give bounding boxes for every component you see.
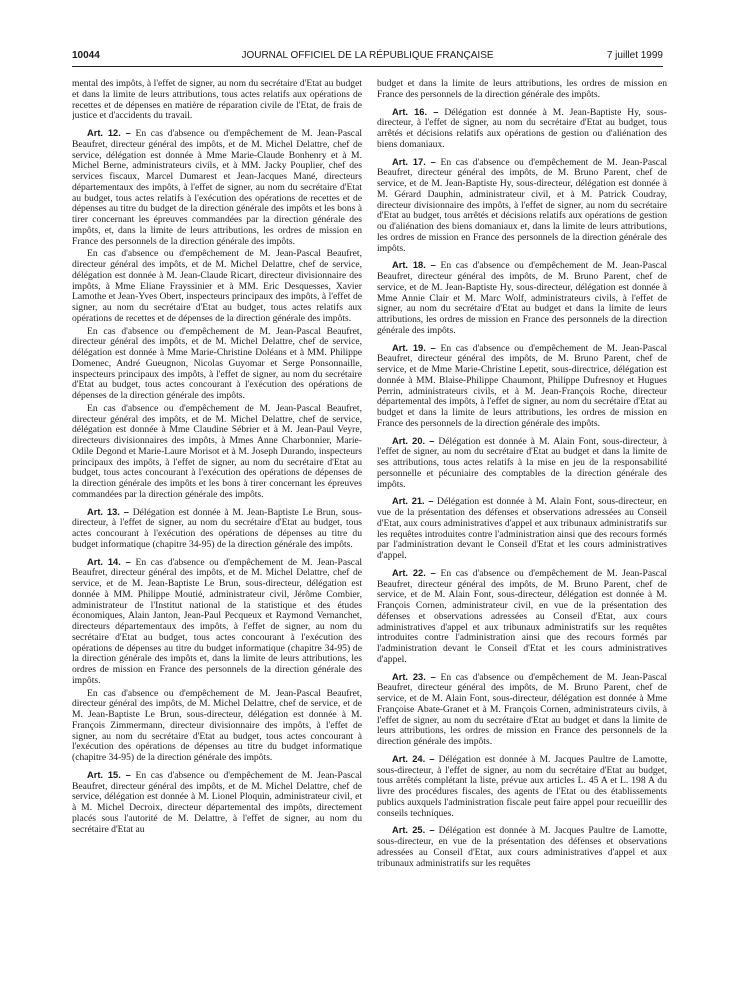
article-label: Art. 24. – (392, 753, 435, 764)
paragraph-text: En cas d'absence ou d'empêchement de M. Jean-Pascal Beaufret, directeur général des impôts, de M. Bruno Parent, chef de service, et de M. Alain Font, sous-directeur, délégation est donnée à Mme Françoise Abate-Granet et à M. François Cornen, administrateurs civils, à l'effet de signer, au nom du secrétaire d'Etat au budget et dans la limite de leurs attributions, les ordres de mission en France des personnels de la direction générale des impôts. (377, 671, 667, 747)
article-label: Art. 20. – (392, 435, 435, 446)
article-paragraph (377, 107, 667, 151)
article-paragraph (377, 672, 667, 748)
paragraph-text: En cas d'absence ou d'empêchement de M. Jean-Pascal Beaufret, directeur général des impôts, et de M. Michel Delattre, chef de service, délégation est donnée à M. Jean-Claude Ricart, directeur divisionnaire des impôts, à Mme Eliane Frayssinier et à MM. Eric Desquesses, Xavier Lamothe et Jean-Yves Obert, inspecteurs principaux des impôts, à l'effet de signer, au nom du secrétaire d'Etat au budget, tous actes relatifs aux opérations de recettes et de dépenses de la direction générale des impôts. (72, 248, 362, 324)
article-label: Art. 13. – (87, 506, 129, 517)
article-label: Art. 23. – (392, 671, 436, 682)
paragraph-text: En cas d'absence ou d'empêchement de M. Jean-Pascal Beaufret, directeur général des impôts, de M. Bruno Parent, chef de service, et de M. Jean-Baptiste Hy, sous-directeur, délégation est donnée à Mme Annie Clair et M. Marc Wolf, administrateurs civils, à l'effet de signer, au nom du secrétaire d'Etat au budget et dans la limite de leurs attributions, les ordres de mission en France des personnels de la direction générale des impôts. (377, 260, 667, 336)
paragraph-text: En cas d'absence ou d'empêchement de M. Jean-Pascal Beaufret, directeur général des impôts, de M. Michel Delattre, chef de service, et de M. Jean-Baptiste Le Brun, sous-directeur, délégation est donnée à M. François Zimmermann, directeur divisionnaire des impôts, à l'effet de signer, au nom du secrétaire d'Etat au budget, tous actes concourant à l'exécution des opérations de dépenses au titre du budget informatique (chapitre 34-95) de la direction générale des impôts. (72, 687, 362, 763)
paragraph-text: En cas d'absence ou d'empêchement de M. Jean-Pascal Beaufret, directeur général des impôts, de M. Bruno Parent, chef de service, et de Mme Marie-Christine Lepetit, sous-directrice, délégation est donnée à MM. Blaise-Philippe Chaumont, Philippe Dufresnoy et Hugues Perrin, administrateurs civils, et à M. Jean-François Roche, directeur départemental des impôts, à l'effet de signer, au nom du secrétaire d'Etat au budget et dans la limite de leurs attributions, les ordres de mission en France des personnels de la direction générale des impôts. (377, 342, 667, 429)
paragraph-text: En cas d'absence ou d'empêchement de M. Jean-Pascal Beaufret, directeur général des impôts, de M. Bruno Parent, chef de service, et de M. Alain Font, sous-directeur, délégation est donnée à M. François Cornen, administrateur civil, en vue de la présentation des défenses et observations adressées au Conseil d'Etat, aux cours administratives d'appel et aux tribunaux administratifs sur les requêtes introduites contre l'administration ainsi que des recours formés par l'administration devant le Conseil d'Etat et les cours administratives d'appel. (377, 567, 667, 665)
article-paragraph (377, 825, 667, 869)
paragraph-text: Délégation est donnée à M. Alain Font, sous-directeur, à l'effet de signer, au nom du secrétaire d'Etat au budget et dans la limite de ses attributions, tous actes relatifs à la mise en jeu de la responsabilité personnelle et pécuniaire des comptables de la direction générale des impôts. (377, 435, 667, 490)
article-label: Art. 19. – (392, 342, 436, 353)
article-label: Art. 25. – (392, 825, 435, 836)
article-label: Art. 22. – (392, 567, 436, 578)
paragraph (72, 79, 362, 122)
paragraph-text: Délégation est donnée à M. Jacques Paultre de Lamotte, sous-directeur, en vue de la présentation des défenses et observations adressées au Conseil d'Etat, aux cours administratives d'appel et aux tribunaux administratifs sur les requêtes (377, 825, 667, 869)
paragraph-text: budget et dans la limite de leurs attributions, les ordres de mission en France des personnels de la direction générale des impôts. (377, 79, 667, 100)
article-paragraph (72, 128, 362, 247)
left-column (72, 79, 362, 974)
article-paragraph (72, 557, 362, 687)
paragraph (377, 79, 667, 101)
article-label: Art. 12. – (87, 128, 131, 138)
paragraph-text: Délégation est donnée à M. Jean-Baptiste Hy, sous-directeur, à l'effet de signer, au nom du secrétaire d'Etat au budget, tous arrêtés et décisions relatifs aux opérations de gestion ou d'aliénation des biens domaniaux. (377, 106, 667, 150)
paragraph (72, 404, 362, 501)
paragraph-text: En cas d'absence ou d'empêchement de M. Jean-Pascal Beaufret, directeur général des impôts, et de M. Michel Delattre, chef de service, délégation est donnée à M. Lionel Ploquin, administrateur civil, et à M. Michel Decroix, directeur départemental des impôts, directement placés sous l'autorité de M. Delattre, à l'effet de signer, au nom du secrétaire d'Etat au (72, 769, 362, 835)
paragraph-text: En cas d'absence ou d'empêchement de M. Jean-Pascal Beaufret, directeur général des impôts, et de M. Michel Delattre, chef de service, délégation est donnée à Mme Marie-Claude Bonhenry et à M. Michel Berne, administrateurs civils, et à MM. Jacky Pouplier, chef des services fiscaux, Marcel Dumarest et Jean-Jacques Mané, directeurs départementaux des impôts, à l'effet de signer, au nom du secrétaire d'Etat au budget, tous actes relatifs à l'exécution des opérations de recettes et de dépenses au titre du budget de la direction générale des impôts et les bons à tirer concernant les épreuves commandées par la direction générale des impôts, et, dans la limite de leurs attributions, les ordres de mission en France des personnels de la direction générale des impôts. (72, 128, 362, 247)
article-paragraph (72, 770, 362, 836)
article-label: Art. 14. – (87, 556, 131, 567)
article-paragraph (377, 496, 667, 562)
article-label: Art. 18. – (392, 260, 436, 271)
article-paragraph (377, 568, 667, 666)
paragraph (72, 689, 362, 764)
article-paragraph (72, 507, 362, 551)
article-paragraph (377, 754, 667, 820)
page-header (72, 50, 663, 66)
article-paragraph (377, 157, 667, 255)
article-paragraph (377, 436, 667, 491)
article-label: Art. 17. – (392, 156, 436, 167)
paragraph (72, 327, 362, 402)
article-label: Art. 21. – (392, 496, 434, 507)
article-label: Art. 15. – (87, 769, 131, 780)
article-paragraph (377, 260, 667, 336)
paragraph-text: Délégation est donnée à M. Jacques Paultre de Lamotte, sous-directeur, à l'effet de signer, au nom du secrétaire d'Etat au budget, tous arrêtés complétant la liste, prévue aux articles L. 45 A et L. 198 A du livre des procédures fiscales, des agents de l'Etat ou des établissements publics auxquels l'administration fiscale peut faire appel pour recueillir des conseils techniques. (377, 753, 667, 819)
publication-date: 7 juillet 1999 (606, 50, 663, 61)
article-paragraph (377, 343, 667, 430)
right-column (377, 79, 667, 974)
paragraph-text: mental des impôts, à l'effet de signer, au nom du secrétaire d'Etat au budget et dans la limite de leurs attributions, tous actes relatifs aux opérations de recettes et de dépenses en matière de réparation civile de l'Etat, de frais de justice et d'accidents du travail. (72, 79, 362, 122)
paragraph-text: En cas d'absence ou d'empêchement de M. Jean-Pascal Beaufret, directeur général des impôts, et de M. Michel Delattre, chef de service, délégation est donnée à Mme Marie-Christine Doléans et à MM. Philippe Domenec, André Gueugnon, Nicolas Guyomar et Serge Ponsonnaille, inspecteurs principaux des impôts, à l'effet de signer, au nom du secrétaire d'Etat au budget, tous actes concourant à l'exécution des opérations de dépenses de la direction générale des impôts. (72, 325, 362, 401)
paragraph-text: En cas d'absence ou d'empêchement de M. Jean-Pascal Beaufret, directeur général des impôts, et de M. Michel Delattre, chef de service, délégation est donnée à Mme Claudine Sébrier et à M. Jean-Paul Veyre, directeurs divisionnaires des impôts, à Mmes Anne Charbonnier, Marie-Odile Degond et Marie-Laure Morisot et à M. Joseph Durando, inspecteurs principaux des impôts, à l'effet de signer, au nom du secrétaire d'Etat au budget, tous actes concourant à l'exécution des opérations de dépenses de la direction générale des impôts et les bons à tirer concernant les épreuves commandées par la direction générale des impôts. (72, 402, 362, 500)
page-number: 10044 (72, 50, 100, 61)
paragraph-text: Délégation est donnée à M. Jean-Baptiste Le Brun, sous-directeur, à l'effet de signer, au nom du secrétaire d'Etat au budget, tous actes concourant à l'exécution des opérations de dépenses au titre du budget informatique (chapitre 34-95) de la direction générale des impôts. (72, 506, 362, 550)
paragraph-text: En cas d'absence ou d'empêchement de M. Jean-Pascal Beaufret, directeur général des impôts, de M. Bruno Parent, chef de service, et de M. Jean-Baptiste Hy, sous-directeur, délégation est donnée à M. Gérard Dauphin, administrateur civil, et à M. Patrick Coudray, directeur divisionnaire des impôts, à l'effet de signer, au nom du secrétaire d'Etat au budget, tous arrêtés et décisions relatifs aux opérations de gestion ou d'aliénation des biens domaniaux et, dans la limite de leurs attributions, les ordres de mission en France des personnels de la direction générale des impôts. (377, 156, 667, 254)
header-rule (72, 66, 663, 67)
paragraph-text: Délégation est donnée à M. Alain Font, sous-directeur, en vue de la présentation des défenses et observations adressées au Conseil d'Etat, aux cours administratives d'appel et aux tribunaux administratifs sur les requêtes introduites contre l'administration ainsi que des recours formés par l'administration devant le Conseil d'Etat et les cours administratives d'appel. (377, 496, 667, 561)
paragraph (72, 249, 362, 324)
paragraph-text: En cas d'absence ou d'empêchement de M. Jean-Pascal Beaufret, directeur général des impôts, et de M. Michel Delattre, chef de service, et de M. Jean-Baptiste Le Brun, sous-directeur, délégation est donnée à MM. Philippe Moutié, administrateur civil, Jérôme Combier, administrateur de l'Institut national de la statistique et des études économiques, Alain Janton, Jean-Paul Pecqueux et Raymond Vernanchet, directeurs départementaux des impôts, à l'effet de signer, au nom du secrétaire d'Etat au budget, tous actes concourant à l'exécution des opérations de dépenses au titre du budget informatique (chapitre 34-95) de la direction générale des impôts et, dans la limite de leurs attributions, les ordres de mission en France des personnels de la direction générale des impôts. (72, 556, 362, 686)
journal-title: JOURNAL OFFICIEL DE LA RÉPUBLIQUE FRANÇAISE (241, 50, 494, 61)
article-label: Art. 16. – (392, 106, 439, 117)
